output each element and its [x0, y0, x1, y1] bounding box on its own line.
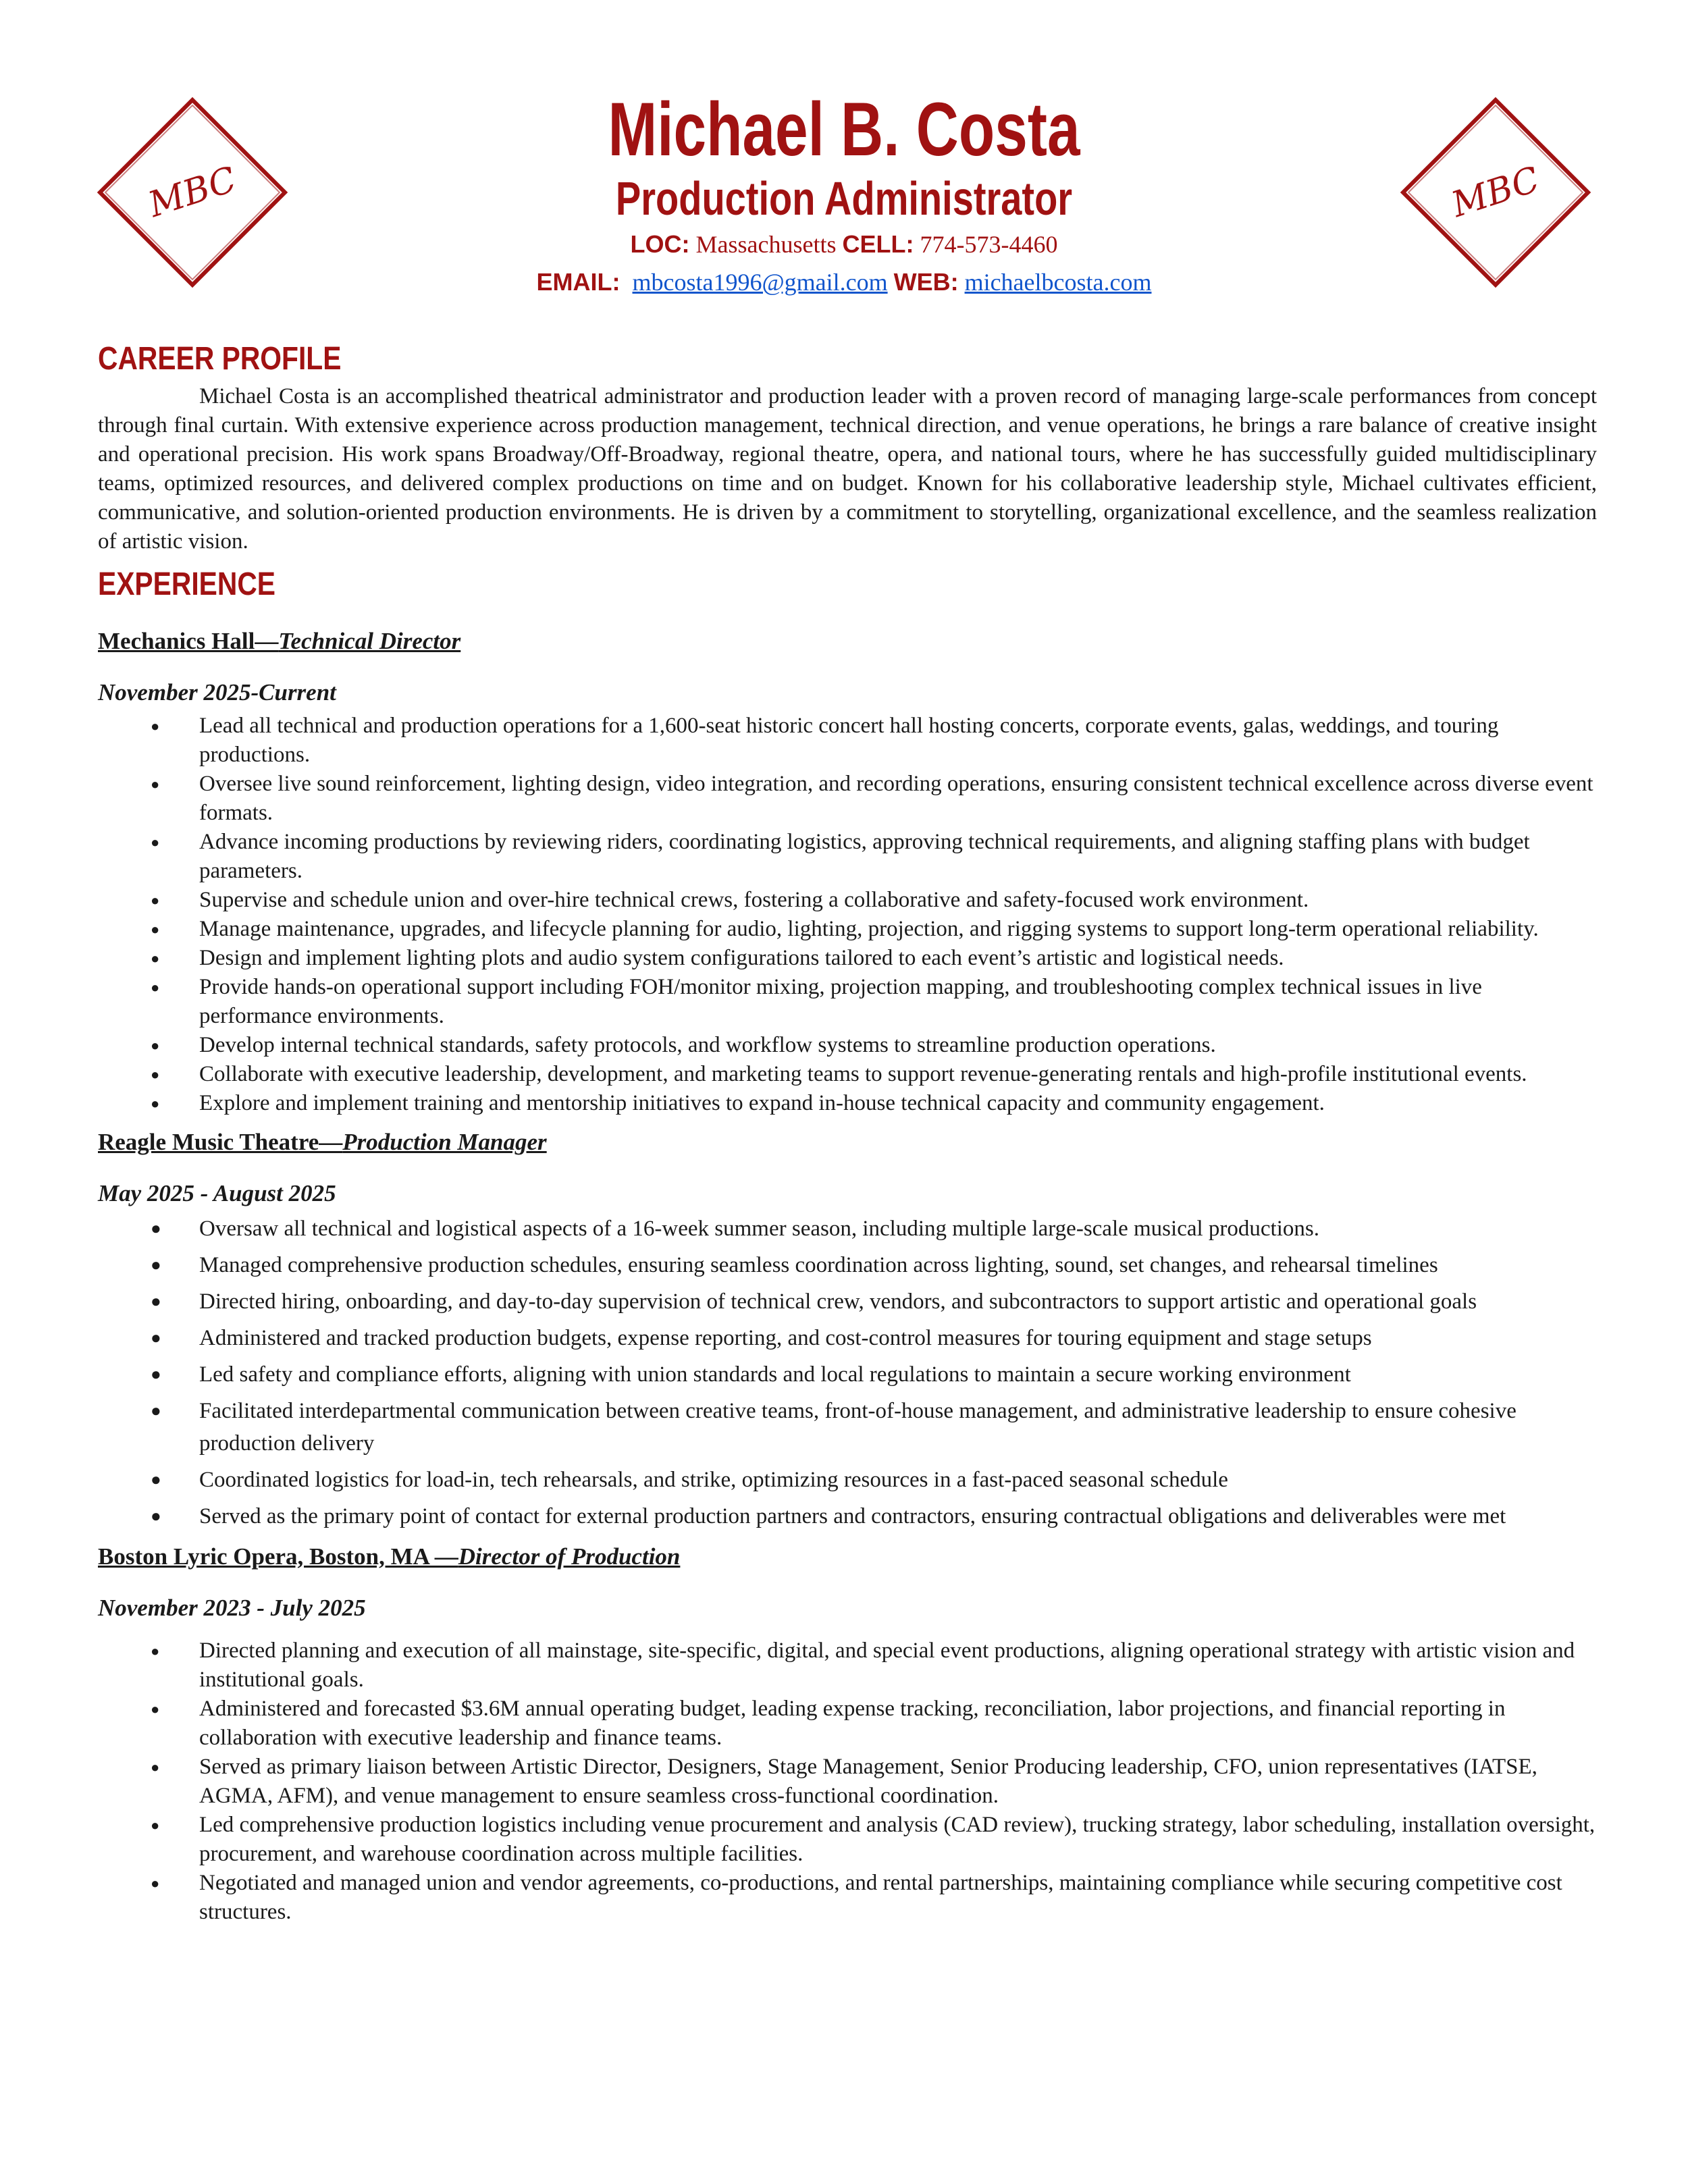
email-link[interactable]: mbcosta1996@gmail.com	[632, 269, 888, 296]
list-item: ● Facilitated interdepartmental communication between creative teams, front-of-house management, and administrative leadership to ensure cohesive production delivery	[98, 1395, 1597, 1460]
list-item: ● Led comprehensive production logistics including venue procurement and analysis (CAD review), trucking strategy, labor scheduling, installation oversight, procurement, and warehouse coordination across multiple facilities.	[98, 1811, 1597, 1869]
list-item: ● Design and implement lighting plots and audio system configurations tailored to each event’s artistic and logistical needs.	[98, 944, 1597, 973]
list-item: ● Oversee live sound reinforcement, lighting design, video integration, and recording operations, ensuring consistent technical excellence across diverse event formats.	[98, 770, 1597, 828]
job-bullets	[98, 1213, 1597, 1533]
list-item: ● Develop internal technical standards, safety protocols, and workflow systems to streamline production operations.	[98, 1031, 1597, 1060]
job-org: Mechanics Hall—	[98, 628, 279, 654]
web-label: WEB:	[893, 268, 959, 296]
list-item: ● Oversaw all technical and logistical aspects of a 16-week summer season, including multiple large-scale musical productions.	[98, 1213, 1597, 1245]
resume-body	[98, 338, 1597, 1927]
job-header	[98, 1542, 1597, 1572]
candidate-title: Production Administrator	[615, 172, 1073, 225]
job-header	[98, 1127, 1597, 1157]
experience-heading: EXPERIENCE	[98, 566, 276, 602]
cell-label: CELL:	[842, 230, 914, 258]
svg-text:MBC: MBC	[1446, 159, 1545, 225]
job-role: Production Manager	[342, 1129, 547, 1155]
loc-label: LOC:	[630, 230, 690, 258]
list-item: ● Administered and forecasted $3.6M annual operating budget, leading expense tracking, reconciliation, labor projections, and financial reporting in collaboration with executive leadership and finance teams.	[98, 1695, 1597, 1753]
list-item: ● Provide hands-on operational support including FOH/monitor mixing, projection mapping, and troubleshooting complex technical issues in live performance environments.	[98, 973, 1597, 1031]
list-item: ● Served as the primary point of contact for external production partners and contractors, ensuring contractual obligations and deliverables were met	[98, 1500, 1597, 1533]
job-dates: November 2025-Current	[98, 679, 336, 705]
job-role: Director of Production	[458, 1543, 681, 1570]
job-bullets	[98, 712, 1597, 1118]
job-header	[98, 627, 1597, 656]
career-profile-text: Michael Costa is an accomplished theatrical administrator and production leader with a proven record of managing large-scale performances from concept through final curtain. With extensive experience across production management, technical direction, and venue operations, he brings a rare balance of creative insight and operational precision. His work spans Broadway/Off-Broadway, regional theatre, opera, and national tours, where he has successfully guided multidisciplinary teams, optimized resources, and delivered complex productions on time and on budget. Known for his collaborative leadership style, Michael cultivates efficient, communicative, and solution-oriented production environments. He is driven by a commitment to storytelling, organizational excellence, and the seamless realization of artistic vision.	[98, 384, 1597, 554]
job-org: Boston Lyric Opera, Boston, MA —	[98, 1543, 458, 1570]
list-item: ● Negotiated and managed union and vendor agreements, co-productions, and rental partnerships, maintaining compliance while securing competitive cost structures.	[98, 1869, 1597, 1927]
contact-line-2	[0, 263, 1688, 301]
cell-value: 774-573-4460	[920, 231, 1058, 258]
list-item: ● Lead all technical and production operations for a 1,600-seat historic concert hall hosting concerts, corporate events, galas, weddings, and touring productions.	[98, 712, 1597, 770]
list-item: ● Served as primary liaison between Artistic Director, Designers, Stage Management, Senior Producing leadership, CFO, union representatives (IATSE, AGMA, AFM), and venue management to ensure seamless cross-functional coordination.	[98, 1753, 1597, 1811]
job-dates: November 2023 - July 2025	[98, 1595, 366, 1621]
list-item: ● Led safety and compliance efforts, aligning with union standards and local regulations to maintain a secure working environment	[98, 1358, 1597, 1391]
job-role: Technical Director	[278, 628, 461, 654]
list-item: ● Directed hiring, onboarding, and day-to-day supervision of technical crew, vendors, and subcontractors to support artistic and operational goals	[98, 1285, 1597, 1318]
list-item: ● Administered and tracked production budgets, expense reporting, and cost-control measures for touring equipment and stage setups	[98, 1322, 1597, 1354]
list-item: ● Collaborate with executive leadership, development, and marketing teams to support revenue-generating rentals and high-profile institutional events.	[98, 1060, 1597, 1089]
list-item: ● Explore and implement training and mentorship initiatives to expand in-house technical capacity and community engagement.	[98, 1089, 1597, 1118]
resume-header	[0, 88, 1688, 301]
list-item: ● Advance incoming productions by reviewing riders, coordinating logistics, approving technical requirements, and aligning staffing plans with budget parameters.	[98, 828, 1597, 886]
career-profile-heading: CAREER PROFILE	[98, 341, 342, 377]
list-item: ● Manage maintenance, upgrades, and lifecycle planning for audio, lighting, projection, and rigging systems to support long-term operational reliability.	[98, 915, 1597, 944]
list-item: ● Coordinated logistics for load-in, tech rehearsals, and strike, optimizing resources in a fast-paced seasonal schedule	[98, 1464, 1597, 1496]
list-item: ● Supervise and schedule union and over-hire technical crews, fostering a collaborative and safety-focused work environment.	[98, 886, 1597, 915]
email-label: EMAIL:	[536, 268, 621, 296]
list-item: ● Managed comprehensive production schedules, ensuring seamless coordination across lighting, sound, set changes, and rehearsal timelines	[98, 1249, 1597, 1281]
candidate-name: Michael B. Costa	[608, 87, 1080, 171]
loc-value: Massachusetts	[695, 231, 837, 258]
job-dates: May 2025 - August 2025	[98, 1180, 336, 1206]
contact-line-1	[0, 225, 1688, 263]
web-link[interactable]: michaelbcosta.com	[964, 269, 1152, 296]
job-bullets	[98, 1636, 1597, 1927]
job-org: Reagle Music Theatre—	[98, 1129, 343, 1155]
list-item: ● Directed planning and execution of all mainstage, site-specific, digital, and special event productions, aligning operational strategy with artistic vision and institutional goals.	[98, 1636, 1597, 1695]
svg-text:MBC: MBC	[143, 159, 242, 225]
